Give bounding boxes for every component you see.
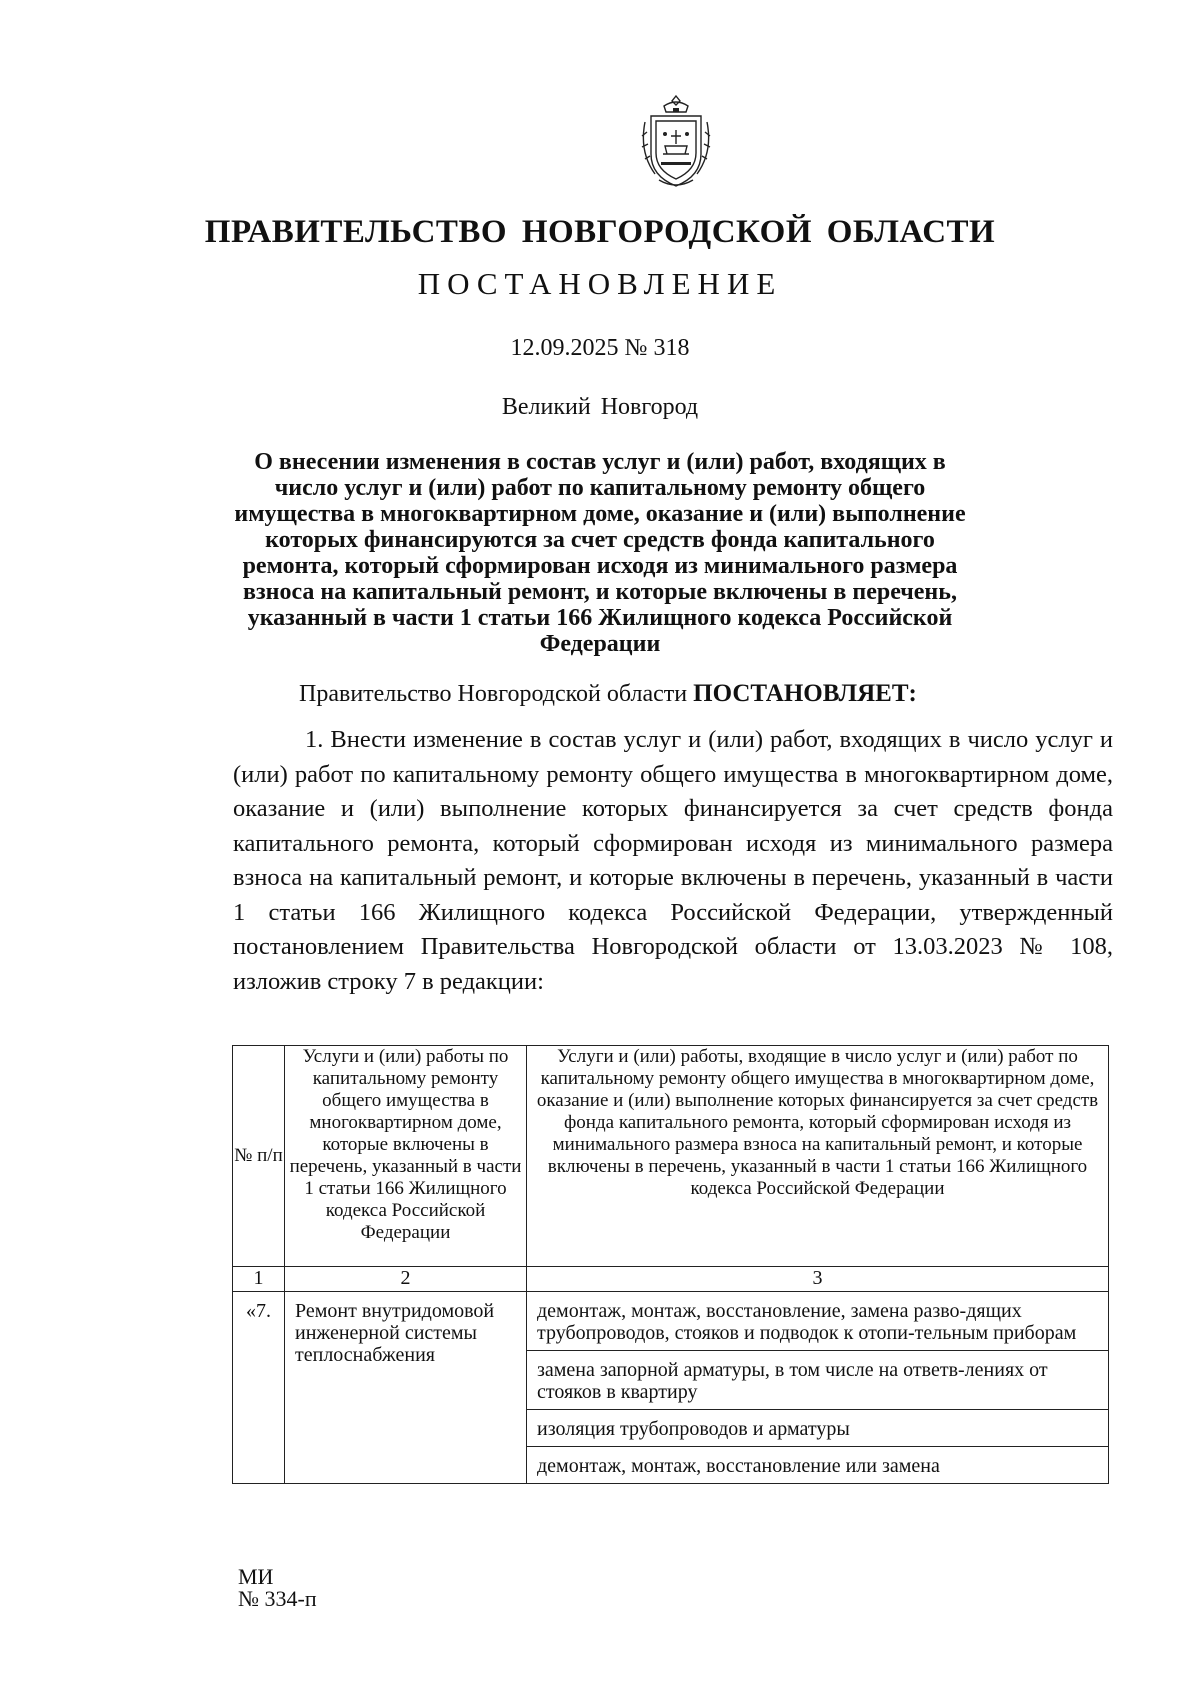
preamble bbox=[299, 680, 917, 708]
document-city: Великий Новгород bbox=[501, 394, 699, 420]
row-works bbox=[527, 1292, 1109, 1484]
work-item: демонтаж, монтаж, восстановление, замена разво-дящих трубопроводов, стояков и подводок к отопи-тельным приборам bbox=[527, 1292, 1108, 1351]
header-cell-works: Услуги и (или) работы, входящие в число услуг и (или) работ по капитальному ремонту общего имущества в многоквартирном доме, оказание и (или) выполнение которых финансируется за счет средств фонда капитального ремонта, который сформирован исходя из минимального размера взноса на капитальный ремонт, и которые включены в перечень, указанный в части 1 статьи 166 Жилищного кодекса Российской Федерации bbox=[527, 1046, 1109, 1267]
work-item: изоляция трубопроводов и арматуры bbox=[527, 1410, 1108, 1447]
registration-mark bbox=[238, 1566, 317, 1610]
document-subject: О внесении изменения в состав услуг и (или) работ, входящих в число услуг и (или) работ по капитальному ремонту общего имущества в многоквартирном доме, оказание и (или) выполнение которых финансируются за счет средств фонда капитального ремонта, который сформирован исходя из минимального размера взноса на капитальный ремонт, и которые включены в перечень, указанный в части 1 статьи 166 Жилищного кодекса Российской Федерации bbox=[234, 449, 966, 657]
header-cell-number: № п/п bbox=[233, 1046, 285, 1267]
document-type: ПОСТАНОВЛЕНИЕ bbox=[417, 266, 783, 301]
work-item: замена запорной арматуры, в том числе на ответв-лениях от стояков в квартиру bbox=[527, 1351, 1108, 1410]
column-number: 3 bbox=[527, 1267, 1109, 1292]
column-numbers-row bbox=[233, 1267, 1109, 1292]
organization-title: ПРАВИТЕЛЬСТВО НОВГОРОДСКОЙ ОБЛАСТИ bbox=[204, 214, 996, 250]
registration-number: № 334-п bbox=[238, 1586, 317, 1611]
column-number: 2 bbox=[285, 1267, 527, 1292]
document-date-number: 12.09.2025 № 318 bbox=[510, 335, 690, 361]
row-number: «7. bbox=[233, 1292, 285, 1484]
paragraph-1: 1. Внести изменение в состав услуг и (или) работ, входящих в число услуг и (или) работ по капитальному ремонту общего имущества в многоквартирном доме, оказание и (или) выполнение которых финансируется за счет средств фонда капитального ремонта, который сформирован исходя из минимального размера взноса на капитальный ремонт, и которые включены в перечень, указанный в части 1 статьи 166 Жилищного кодекса Российской Федерации, утвержденный постановлением Правительства Новгородской области от 13.03.2023 № 108, изложив строку 7 в редакции: bbox=[233, 726, 1113, 995]
services-table bbox=[232, 1045, 1109, 1484]
preamble-text: Правительство Новгородской области bbox=[299, 681, 694, 707]
preamble-keyword: ПОСТАНОВЛЯЕТ: bbox=[693, 680, 917, 707]
executor-initials: МИ bbox=[238, 1564, 274, 1589]
header-cell-service: Услуги и (или) работы по капитальному ремонту общего имущества в многоквартирном доме, которые включены в перечень, указанный в части 1 статьи 166 Жилищного кодекса Российской Федерации bbox=[285, 1046, 527, 1267]
work-item: демонтаж, монтаж, восстановление или замена bbox=[537, 1455, 940, 1477]
table-row bbox=[233, 1292, 1109, 1484]
table-header-row bbox=[233, 1046, 1109, 1267]
column-number: 1 bbox=[233, 1267, 285, 1292]
coat-of-arms-icon bbox=[637, 92, 715, 192]
row-service: Ремонт внутридомовой инженерной системы теплоснабжения bbox=[285, 1292, 527, 1484]
